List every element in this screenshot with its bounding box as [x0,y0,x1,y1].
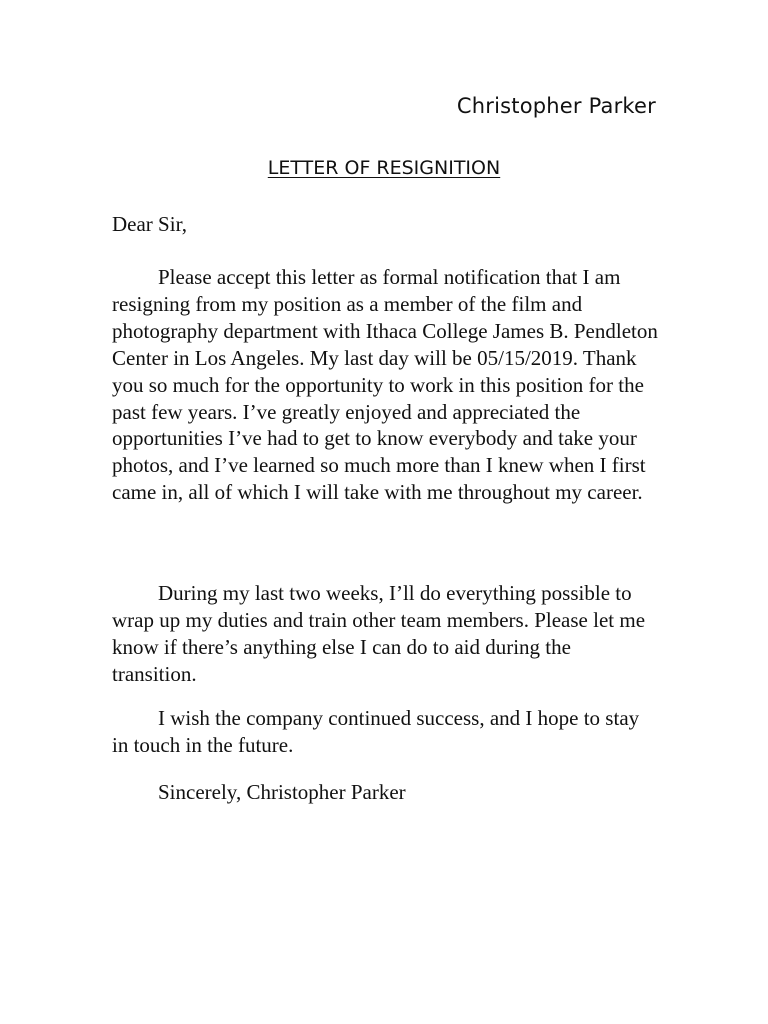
paragraph-well-wishes [112,705,660,759]
sender-name: Christopher Parker [456,94,656,118]
paragraph-text: I wish the company continued success, and I hope to stay in touch in the future. [112,706,640,757]
paragraph-text: During my last two weeks, I’ll do everything possible to wrap up my duties and train other team members. Please let me know if there’s anything else I can do to aid during the transition. [112,581,646,686]
letter-title: LETTER OF RESIGNITION [267,157,501,179]
closing [112,779,660,806]
paragraph-text: Please accept this letter as formal notification that I am resigning from my position as a member of the film and photography department with Ithaca College James B. Pendleton Center in Los Angeles. My last day will be 05/15/2019. Thank you so much for the opportunity to work in this position for the past few years. I’ve greatly enjoyed and appreciated the opportunities I’ve had to get to know everybody and take your photos, and I’ve learned so much more than I knew when I first came in, all of which I will take with me throughout my career. [112,265,658,505]
salutation [112,211,660,238]
paragraph-resignation-notice [112,264,660,506]
salutation-text: Dear Sir, [112,212,187,236]
closing-text: Sincerely, Christopher Parker [158,780,406,804]
paragraph-transition [112,580,660,688]
